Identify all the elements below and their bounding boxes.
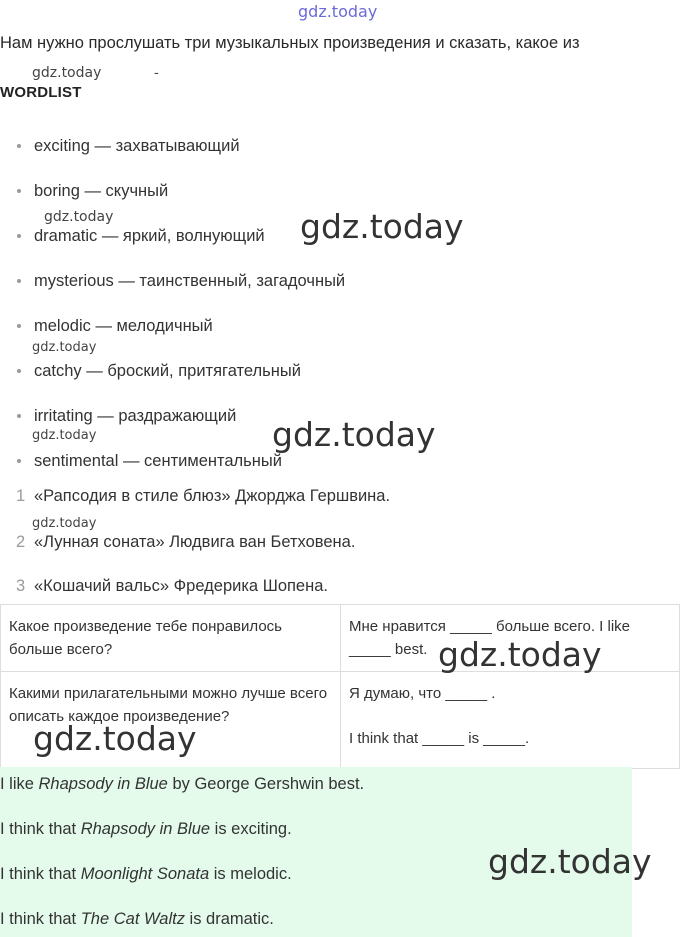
bullet-icon — [17, 144, 21, 148]
watermark-top: gdz.today — [298, 2, 378, 21]
answer-line: I like Rhapsody in Blue by George Gershwin best. — [0, 775, 365, 793]
table-cell-answer: Мне нравится _____ больше всего. I like _____ best. — [341, 605, 680, 672]
watermark: gdz.today — [32, 65, 102, 81]
bullet-icon — [17, 459, 21, 463]
watermark: gdz.today — [272, 415, 436, 454]
watermark: gdz.today — [44, 209, 114, 225]
watermark: gdz.today — [488, 842, 652, 881]
intro-text: Нам нужно прослушать три музыкальных произведения и сказать, какое из — [0, 34, 580, 52]
watermark: gdz.today — [33, 719, 197, 758]
answer-line: I think that The Cat Waltz is dramatic. — [0, 910, 274, 928]
bullet-icon — [17, 414, 21, 418]
watermark: gdz.today — [32, 516, 97, 531]
bullet-icon — [17, 279, 21, 283]
wordlist-item: melodic — мелодичный — [17, 317, 213, 336]
intro-dash: - — [154, 64, 159, 80]
answer-line: I think that Moonlight Sonata is melodic. — [0, 865, 292, 883]
wordlist-item: sentimental — сентиментальный — [17, 452, 282, 471]
watermark: gdz.today — [32, 428, 97, 443]
wordlist-heading: WORDLIST — [0, 84, 82, 101]
wordlist-item: catchy — броский, притягательный — [17, 362, 301, 381]
bullet-icon — [17, 234, 21, 238]
piece-item: 2 «Лунная соната» Людвига ван Бетховена. — [16, 533, 356, 551]
piece-item: 1 «Рапсодия в стиле блюз» Джорджа Гершвина. — [16, 487, 391, 505]
watermark: gdz.today — [300, 207, 464, 246]
bullet-icon — [17, 324, 21, 328]
table-cell-question: Какими прилагательными можно лучше всего описать каждое произведение? — [1, 672, 341, 769]
bullet-icon — [17, 369, 21, 373]
watermark: gdz.today — [32, 340, 97, 355]
table-cell-question: Какое произведение тебе понравилось больше всего? — [1, 605, 341, 672]
wordlist-item: dramatic — яркий, волнующий — [17, 227, 265, 246]
answer-en: I think that _____ is _____. — [349, 730, 530, 747]
answer-ru: Я думаю, что _____ . — [349, 685, 496, 702]
wordlist-item: mysterious — таинственный, загадочный — [17, 272, 345, 291]
bullet-icon — [17, 189, 21, 193]
piece-item: 3 «Кошачий вальс» Фредерика Шопена. — [16, 577, 328, 595]
wordlist-item: irritating — раздражающий — [17, 407, 236, 426]
watermark: gdz.today — [438, 635, 602, 674]
answer-line: I think that Rhapsody in Blue is exciting. — [0, 820, 292, 838]
wordlist-item: exciting — захватывающий — [17, 137, 240, 156]
table-cell-answer — [341, 672, 680, 769]
wordlist-item: boring — скучный — [17, 182, 168, 201]
